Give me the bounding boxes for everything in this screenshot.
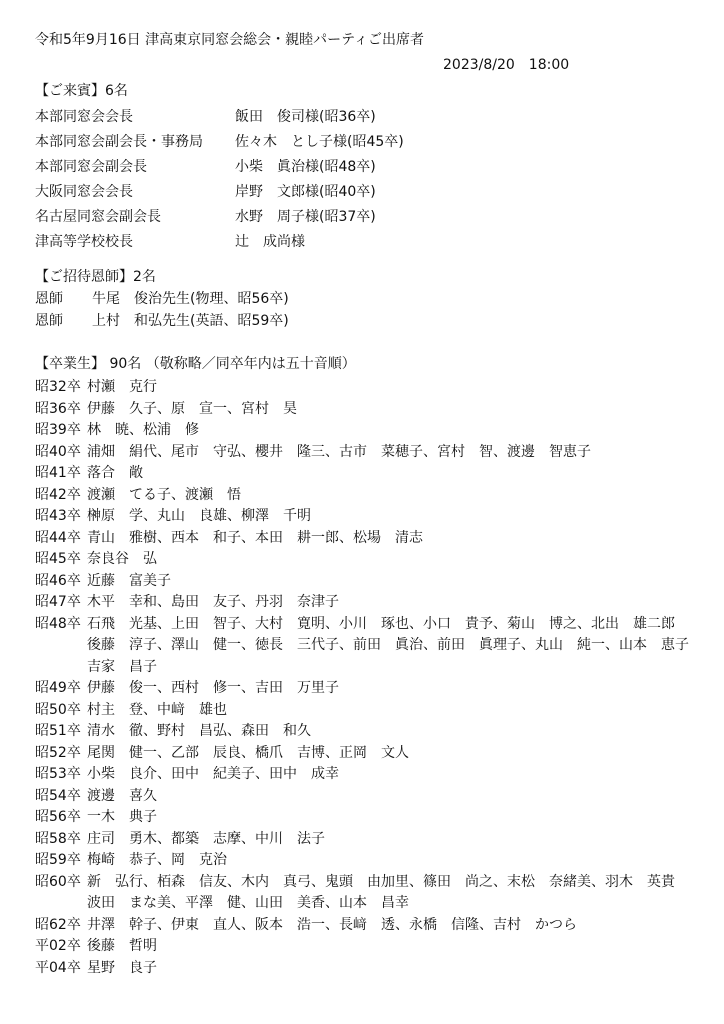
teachers-list	[35, 288, 696, 332]
graduate-row	[35, 420, 696, 442]
guest-name: 佐々木 とし子様(昭45卒)	[235, 134, 404, 150]
guest-role: 本部同窓会副会長	[35, 159, 147, 175]
graduate-row	[35, 936, 696, 958]
graduate-year-label: 昭41卒	[35, 465, 81, 481]
graduate-names	[87, 786, 696, 808]
graduate-names-line: 一木 典子	[87, 809, 157, 825]
graduate-year-label: 昭60卒	[35, 873, 81, 890]
graduate-year-label: 昭48卒	[35, 615, 81, 632]
graduate-year-label: 昭52卒	[35, 744, 81, 761]
graduate-year-label: 昭50卒	[35, 701, 81, 718]
graduate-names	[87, 721, 696, 743]
guest-role: 名古屋同窓会副会長	[35, 209, 161, 225]
graduate-year-label: 昭47卒	[35, 594, 81, 610]
graduate-names	[87, 592, 696, 614]
graduate-row	[35, 463, 696, 485]
graduate-names-line: 吉家 昌子	[87, 658, 157, 675]
guest-row	[35, 105, 696, 130]
guest-name: 辻 成尚様	[235, 234, 305, 250]
attendee-list-page	[35, 30, 696, 979]
graduate-names-line: 渡瀬 てる子、渡瀬 悟	[87, 486, 241, 503]
graduate-names	[87, 872, 696, 915]
graduate-names	[87, 936, 696, 958]
graduate-row	[35, 399, 696, 421]
graduates-list	[35, 377, 696, 979]
graduate-names	[87, 678, 696, 700]
graduate-names	[87, 528, 696, 550]
graduate-row	[35, 958, 696, 980]
graduate-names-line: 尾関 健一、乙部 辰良、橋爪 吉博、正岡 文人	[87, 744, 409, 761]
teacher-name: 牛尾 俊治先生(物理、昭56卒)	[92, 291, 289, 307]
graduate-names	[87, 850, 696, 872]
graduate-names	[87, 442, 696, 464]
guest-row	[35, 130, 696, 155]
graduate-row	[35, 442, 696, 464]
graduate-year-label: 昭44卒	[35, 529, 81, 546]
graduate-row	[35, 485, 696, 507]
graduate-row	[35, 764, 696, 786]
graduate-names	[87, 571, 696, 593]
graduate-row	[35, 743, 696, 765]
graduate-year-label: 昭56卒	[35, 809, 81, 825]
graduate-names-line: 後藤 淳子、澤山 健一、徳長 三代子、前田 眞治、前田 眞理子、丸山 純一、山本 恵子	[87, 637, 689, 653]
graduate-year-label: 昭32卒	[35, 379, 81, 395]
graduate-names-line: 林 暁、松浦 修	[87, 422, 199, 438]
graduate-row	[35, 872, 696, 915]
print-datetime: 2023/8/20 18:00	[443, 57, 570, 73]
guests-list	[35, 105, 696, 255]
graduate-year-label: 昭58卒	[35, 830, 81, 847]
teacher-role-label: 恩師	[35, 291, 63, 307]
graduate-names-line: 庄司 勇木、都築 志摩、中川 法子	[87, 830, 325, 847]
graduate-year-label: 昭46卒	[35, 572, 81, 589]
page-title: 令和5年9月16日 津高東京同窓会総会・親睦パーティご出席者	[35, 32, 424, 48]
graduate-row	[35, 721, 696, 743]
graduate-names	[87, 915, 696, 937]
graduate-year-label: 昭43卒	[35, 508, 81, 524]
graduate-names-line: 青山 雅樹、西本 和子、本田 耕一郎、松場 清志	[87, 529, 423, 546]
graduate-row	[35, 528, 696, 550]
graduate-year-label: 昭36卒	[35, 400, 81, 417]
teacher-role-label: 恩師	[35, 313, 63, 329]
graduate-year-label: 昭42卒	[35, 486, 81, 503]
graduate-names	[87, 377, 696, 399]
guest-row	[35, 180, 696, 205]
guest-row	[35, 155, 696, 180]
graduate-names	[87, 614, 696, 679]
guest-role: 本部同窓会会長	[35, 109, 133, 125]
guest-row	[35, 230, 696, 255]
graduate-names-line: 木平 幸和、島田 友子、丹羽 奈津子	[87, 594, 339, 610]
guest-name: 小柴 眞治様(昭48卒)	[235, 159, 376, 175]
graduate-names	[87, 764, 696, 786]
guest-row	[35, 205, 696, 230]
teacher-name: 上村 和弘先生(英語、昭59卒)	[92, 313, 289, 329]
graduate-names-line: 星野 良子	[87, 959, 157, 976]
graduate-year-label: 昭59卒	[35, 852, 81, 868]
graduate-names-line: 奈良谷 弘	[87, 551, 157, 567]
graduate-names	[87, 807, 696, 829]
graduate-names	[87, 463, 696, 485]
graduate-names-line: 清水 徹、野村 昌弘、森田 和久	[87, 723, 311, 739]
graduate-names-line: 小柴 良介、田中 紀美子、田中 成幸	[87, 766, 339, 782]
graduate-names	[87, 485, 696, 507]
graduate-row	[35, 614, 696, 679]
graduate-names	[87, 420, 696, 442]
teachers-section-heading: 【ご招待恩師】2名	[35, 269, 156, 285]
graduate-row	[35, 807, 696, 829]
graduate-row	[35, 571, 696, 593]
graduate-year-label: 昭39卒	[35, 422, 81, 438]
guest-role: 津高等学校校長	[35, 234, 133, 250]
graduate-names-line: 石飛 光基、上田 智子、大村 寛明、小川 琢也、小口 貴予、菊山 博之、北出 雄二郎	[87, 615, 675, 632]
graduate-names-line: 村瀬 克行	[87, 379, 157, 395]
graduate-names	[87, 700, 696, 722]
graduate-names	[87, 399, 696, 421]
graduate-row	[35, 377, 696, 399]
guests-section-heading: 【ご来賓】6名	[35, 83, 128, 99]
graduate-names	[87, 829, 696, 851]
graduate-names-line: 渡邊 喜久	[87, 787, 157, 804]
graduate-year-label: 昭45卒	[35, 551, 81, 567]
graduate-year-label: 昭54卒	[35, 787, 81, 804]
graduate-names-line: 井澤 幹子、伊東 直人、阪本 浩一、長﨑 透、永橋 信隆、吉村 かつら	[87, 916, 577, 933]
graduate-names-line: 村主 登、中﨑 雄也	[87, 701, 227, 718]
graduate-names-line: 近藤 富美子	[87, 572, 171, 589]
graduate-row	[35, 829, 696, 851]
graduate-year-label: 昭53卒	[35, 766, 81, 782]
graduate-row	[35, 678, 696, 700]
graduate-names-line: 伊藤 久子、原 宣一、宮村 昊	[87, 400, 297, 417]
graduate-year-label: 平02卒	[35, 938, 81, 954]
graduate-row	[35, 700, 696, 722]
graduate-names-line: 落合 敞	[87, 465, 143, 481]
graduate-names	[87, 743, 696, 765]
graduate-names	[87, 958, 696, 980]
guest-role: 本部同窓会副会長・事務局	[35, 134, 203, 150]
graduate-year-label: 昭51卒	[35, 723, 81, 739]
graduate-row	[35, 915, 696, 937]
guest-name: 岸野 文郎様(昭40卒)	[235, 184, 376, 200]
teacher-row	[35, 310, 696, 332]
graduate-row	[35, 850, 696, 872]
graduate-row	[35, 549, 696, 571]
graduate-names-line: 榊原 学、丸山 良雄、柳澤 千明	[87, 508, 311, 524]
teacher-row	[35, 288, 696, 310]
graduate-names-line: 浦畑 絹代、尾市 守弘、櫻井 隆三、古市 菜穂子、宮村 智、渡邊 智恵子	[87, 443, 591, 460]
graduate-names-line: 新 弘行、栢森 信友、木内 真弓、鬼頭 由加里、篠田 尚之、末松 奈緒美、羽木 英貴	[87, 873, 675, 890]
guest-name: 飯田 俊司様(昭36卒)	[235, 109, 376, 125]
graduate-row	[35, 786, 696, 808]
graduate-names	[87, 549, 696, 571]
graduate-names-line: 伊藤 俊一、西村 修一、吉田 万里子	[87, 680, 339, 696]
graduate-year-label: 昭40卒	[35, 443, 81, 460]
graduate-names-line: 梅崎 恭子、岡 克治	[87, 852, 227, 868]
graduate-year-label: 昭62卒	[35, 916, 81, 933]
graduate-row	[35, 506, 696, 528]
graduates-section-heading: 【卒業生】 90名 （敬称略／同卒年内は五十音順）	[35, 356, 356, 372]
guest-name: 水野 周子様(昭37卒)	[235, 209, 376, 225]
graduate-year-label: 平04卒	[35, 959, 81, 976]
graduate-year-label: 昭49卒	[35, 680, 81, 696]
graduate-names	[87, 506, 696, 528]
graduate-names-line: 後藤 哲明	[87, 938, 157, 954]
graduate-names-line: 波田 まな美、平澤 健、山田 美香、山本 昌幸	[87, 895, 409, 911]
guest-role: 大阪同窓会会長	[35, 184, 133, 200]
graduate-row	[35, 592, 696, 614]
